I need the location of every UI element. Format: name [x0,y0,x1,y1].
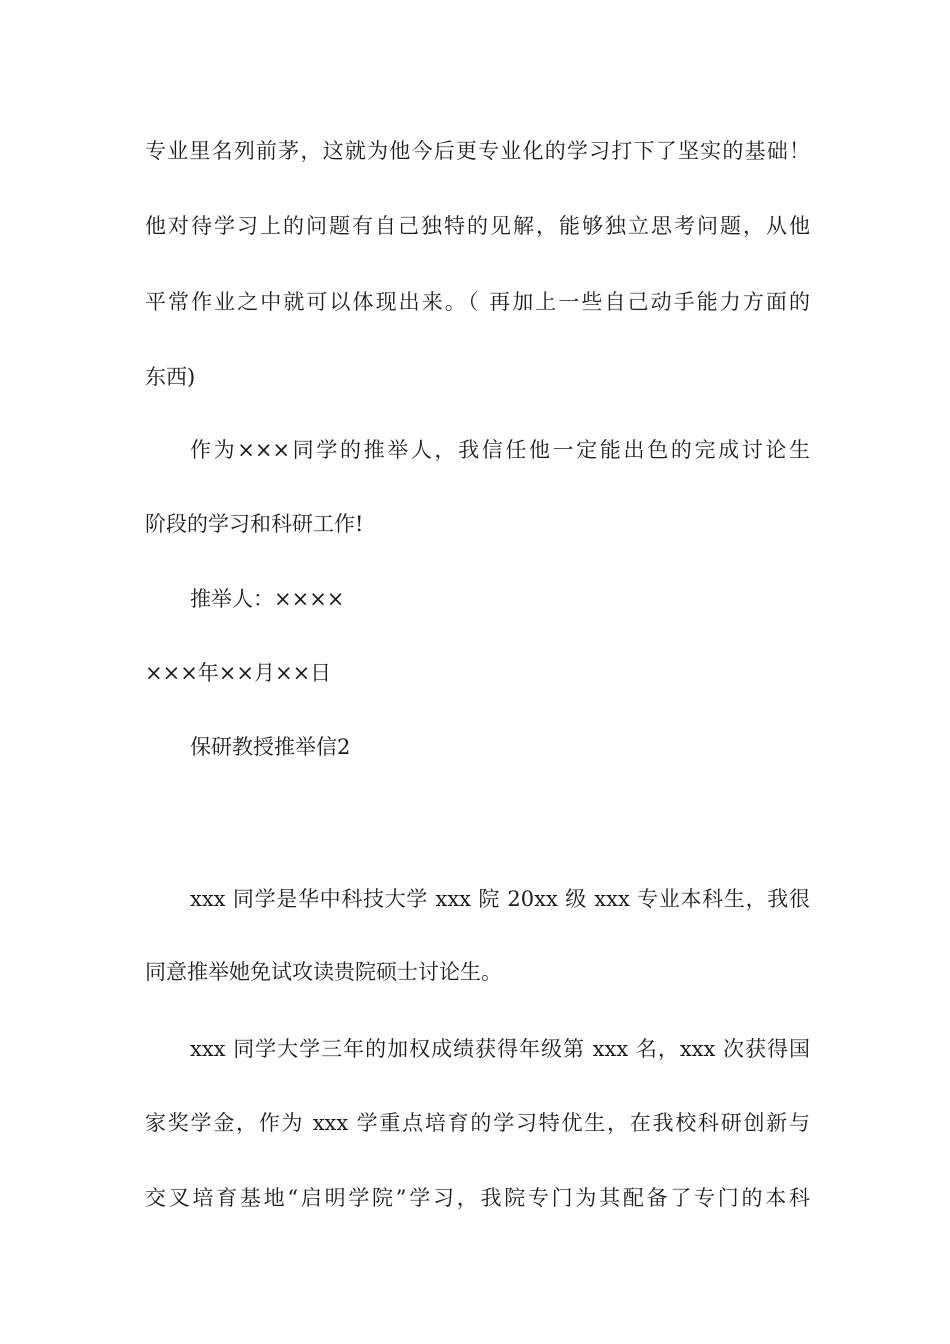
paragraph-line: 平常作业之中就可以体现出来。（ 再加上一些自己动手能力方面的 [145,290,810,314]
signature-recommender: 推举人：×××× [190,587,345,611]
paragraph-line: 家奖学金，作为 xxx 学重点培育的学习特优生，在我校科研创新与 [145,1111,810,1135]
paragraph-line: 专业里名列前茅，这就为他今后更专业化的学习打下了坚实的基础！ [145,139,810,163]
paragraph-line: 阶段的学习和科研工作! [145,512,364,536]
paragraph-line: xxx 同学大学三年的加权成绩获得年级第 xxx 名，xxx 次获得国 [190,1037,810,1061]
section-title: 保研教授推举信2 [190,735,351,759]
paragraph-line: 东西) [145,365,196,389]
paragraph-line: 他对待学习上的问题有自己独特的见解，能够独立思考问题，从他 [145,214,810,238]
signature-date: ×××年××月××日 [145,661,332,685]
paragraph-line: 同意推举她免试攻读贵院硕士讨论生。 [145,960,502,984]
paragraph-line: 作为×××同学的推举人，我信任他一定能出色的完成讨论生 [190,438,810,462]
paragraph-line: xxx 同学是华中科技大学 xxx 院 20xx 级 xxx 专业本科生，我很 [190,887,810,911]
paragraph-line: 交叉培育基地“启明学院”学习，我院专门为其配备了专门的本科 [145,1186,810,1210]
